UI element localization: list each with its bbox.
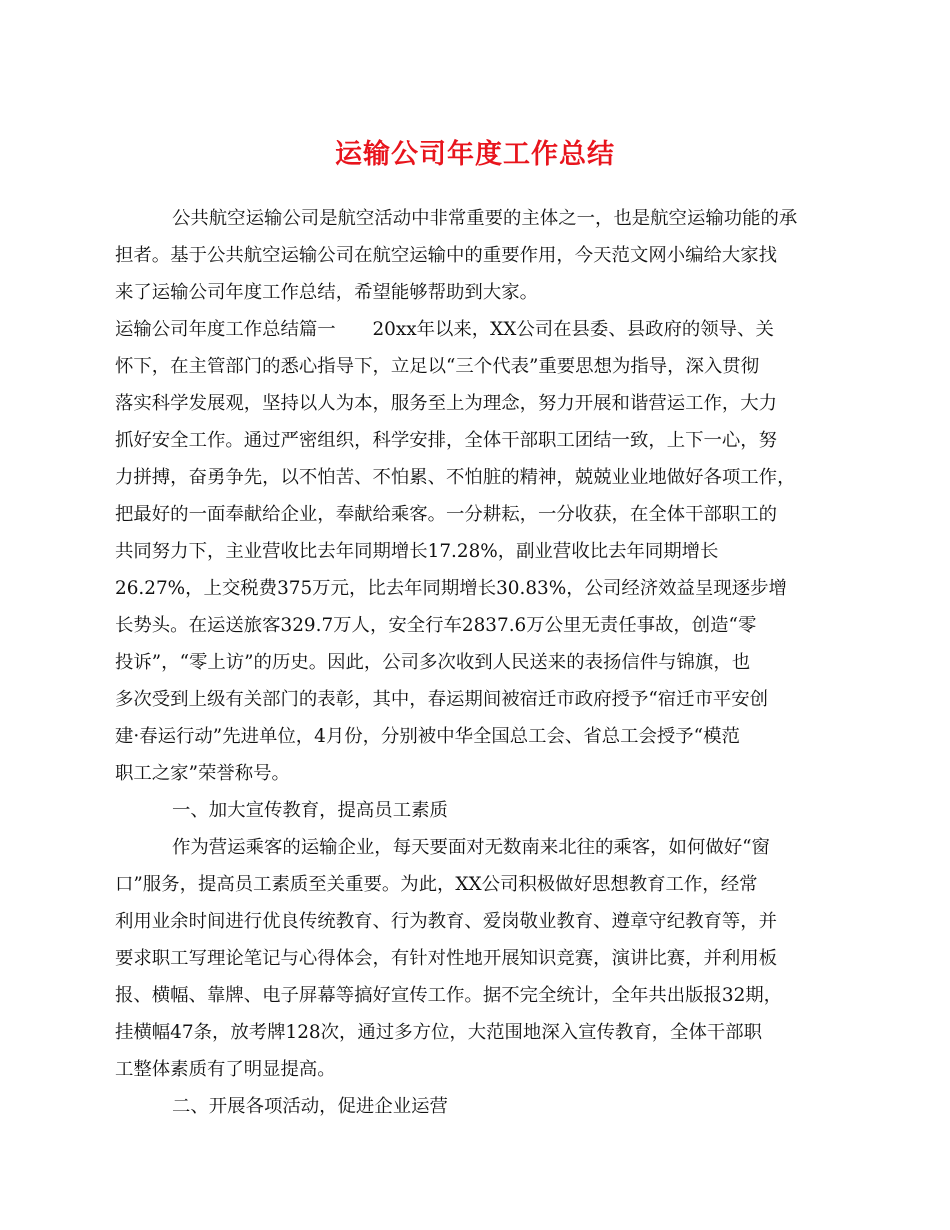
paragraph-line: 建·春运行动”先进单位，4月份，分别被中华全国总工会、省总工会授予“模范 bbox=[115, 726, 740, 747]
section-heading: 一、加大宣传教育，提高员工素质 bbox=[172, 800, 448, 821]
paragraph-line: 力拼搏，奋勇争先，以不怕苦、不怕累、不怕脏的精神，兢兢业业地做好各项工作， bbox=[115, 467, 796, 488]
paragraph-line: 抓好安全工作。通过严密组织，科学安排，全体干部职工团结一致，上下一心，努 bbox=[115, 430, 778, 451]
paragraph-line: 口”服务，提高员工素质至关重要。为此，XX公司积极做好思想教育工作，经常 bbox=[115, 874, 758, 895]
paragraph-line: 来了运输公司年度工作总结，希望能够帮助到大家。 bbox=[115, 282, 538, 303]
paragraph-line: 职工之家”荣誉称号。 bbox=[115, 763, 290, 784]
document-title: 运输公司年度工作总结 bbox=[335, 139, 615, 170]
section-heading: 二、开展各项活动，促进企业运营 bbox=[172, 1096, 448, 1117]
paragraph-line: 报、横幅、靠牌、电子屏幕等搞好宣传工作。据不完全统计，全年共出版报32期， bbox=[115, 985, 783, 1006]
paragraph-line: 工整体素质有了明显提高。 bbox=[115, 1059, 336, 1080]
paragraph-line: 投诉”，“零上访”的历史。因此，公司多次收到人民送来的表扬信件与锦旗，也 bbox=[115, 652, 751, 673]
paragraph-line: 担者。基于公共航空运输公司在航空运输中的重要作用，今天范文网小编给大家找 bbox=[115, 245, 778, 266]
paragraph-line: 长势头。在运送旅客329.7万人，安全行车2837.6万公里无责任事故，创造“零 bbox=[115, 615, 757, 636]
paragraph-line: 把最好的一面奉献给企业，奉献给乘客。一分耕耘，一分收获，在全体干部职工的 bbox=[115, 504, 778, 525]
paragraph-line: 落实科学发展观，坚持以人为本，服务至上为理念，努力开展和谐营运工作，大力 bbox=[115, 393, 778, 414]
paragraph-line: 利用业余时间进行优良传统教育、行为教育、爱岗敬业教育、遵章守纪教育等，并 bbox=[115, 911, 778, 932]
paragraph-line: 怀下，在主管部门的悉心指导下，立足以“三个代表”重要思想为指导，深入贯彻 bbox=[115, 356, 760, 377]
paragraph-line: 运输公司年度工作总结篇一 20xx年以来，XX公司在县委、县政府的领导、关 bbox=[115, 319, 774, 340]
paragraph-line: 要求职工写理论笔记与心得体会，有针对性地开展知识竞赛，演讲比赛，并利用板 bbox=[115, 948, 778, 969]
paragraph-line: 挂横幅47条，放考牌128次，通过多方位，大范围地深入宣传教育，全体干部职 bbox=[115, 1022, 763, 1043]
paragraph-line: 26.27%，上交税费375万元，比去年同期增长30.83%，公司经济效益呈现逐步增 bbox=[115, 578, 787, 599]
paragraph-line: 共同努力下，主业营收比去年同期增长17.28%，副业营收比去年同期增长 bbox=[115, 541, 719, 562]
paragraph-line: 公共航空运输公司是航空活动中非常重要的主体之一，也是航空运输功能的承 bbox=[172, 208, 798, 229]
paragraph-line: 作为营运乘客的运输企业，每天要面对无数南来北往的乘客，如何做好“窗 bbox=[172, 837, 770, 858]
paragraph-line: 多次受到上级有关部门的表彰，其中，春运期间被宿迁市政府授予“宿迁市平安创 bbox=[115, 689, 769, 710]
